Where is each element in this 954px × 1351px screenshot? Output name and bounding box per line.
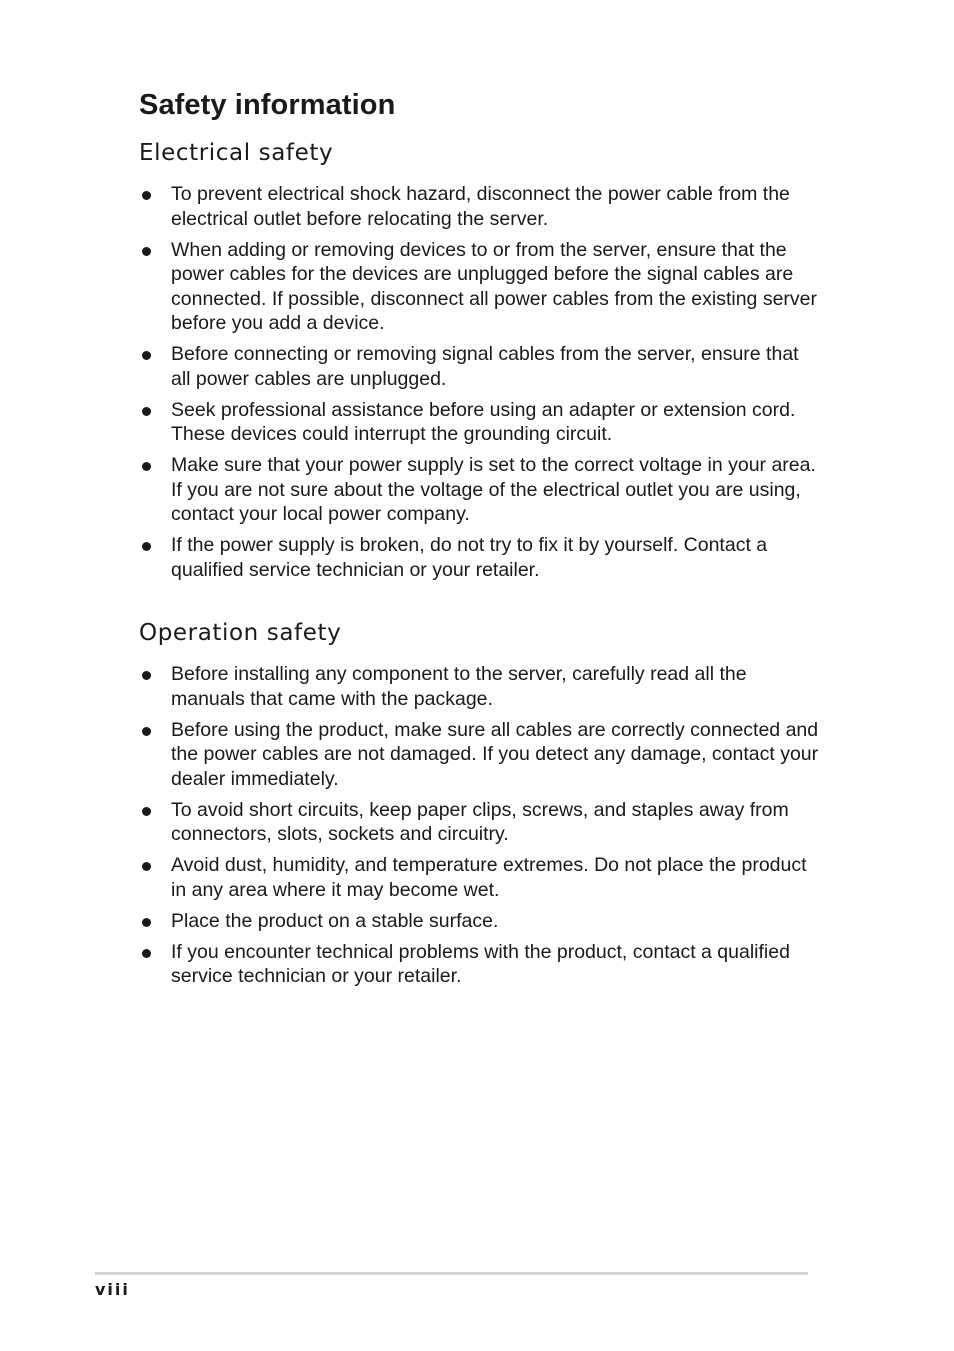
page-title: Safety information [139,89,396,121]
list-item-text: Place the product on a stable surface. [171,909,499,932]
list-item [139,798,819,847]
list-item [139,533,819,582]
bullet-icon [142,949,151,958]
list-item-text: Before connecting or removing signal cables from the server, ensure that all power cables are unplugged. [171,343,799,390]
list-item [139,909,819,934]
list-item-text: Seek professional assistance before using an adapter or extension cord. These devices could interrupt the grounding circuit. [171,398,796,445]
bullet-icon [142,407,151,416]
list-item-text: To avoid short circuits, keep paper clips, screws, and staples away from connectors, slots, sockets and circuitry. [171,798,789,845]
section-heading-operation-safety: Operation safety [139,620,342,646]
page-number: viii [95,1280,130,1299]
bullet-icon [142,462,151,471]
list-item [139,662,819,711]
list-item-text: When adding or removing devices to or from the server, ensure that the power cables for the devices are unplugged before the signal cables are connected. If possible, disconnect all power cables from the existing server before you add a device. [171,238,817,334]
bullet-icon [142,351,151,360]
list-item [139,342,819,391]
list-item [139,398,819,447]
list-item [139,182,819,231]
list-item [139,718,819,792]
list-item-text: To prevent electrical shock hazard, disconnect the power cable from the electrical outlet before relocating the server. [171,183,790,230]
bullet-icon [142,918,151,927]
section-heading-electrical-safety: Electrical safety [139,140,334,166]
list-item [139,238,819,336]
electrical-safety-list [139,182,819,589]
list-item-text: Make sure that your power supply is set to the correct voltage in your area. If you are not sure about the voltage of the electrical outlet you are using, contact your local power company. [171,454,816,525]
footer-divider [95,1272,808,1275]
bullet-icon [142,671,151,680]
bullet-icon [142,807,151,816]
list-item-text: If you encounter technical problems with the product, contact a qualified service technician or your retailer. [171,940,790,987]
list-item-text: Before using the product, make sure all cables are correctly connected and the power cables are not damaged. If you detect any damage, contact your dealer immediately. [171,718,819,790]
bullet-icon [142,727,151,736]
list-item [139,453,819,527]
list-item-text: Avoid dust, humidity, and temperature extremes. Do not place the product in any area where it may become wet. [171,854,807,901]
bullet-icon [142,247,151,256]
list-item [139,940,819,989]
operation-safety-list [139,662,819,995]
list-item-text: If the power supply is broken, do not try to fix it by yourself. Contact a qualified service technician or your retailer. [171,534,768,581]
bullet-icon [142,191,151,200]
bullet-icon [142,542,151,551]
list-item [139,853,819,902]
bullet-icon [142,862,151,871]
list-item-text: Before installing any component to the server, carefully read all the manuals that came with the package. [171,663,747,710]
